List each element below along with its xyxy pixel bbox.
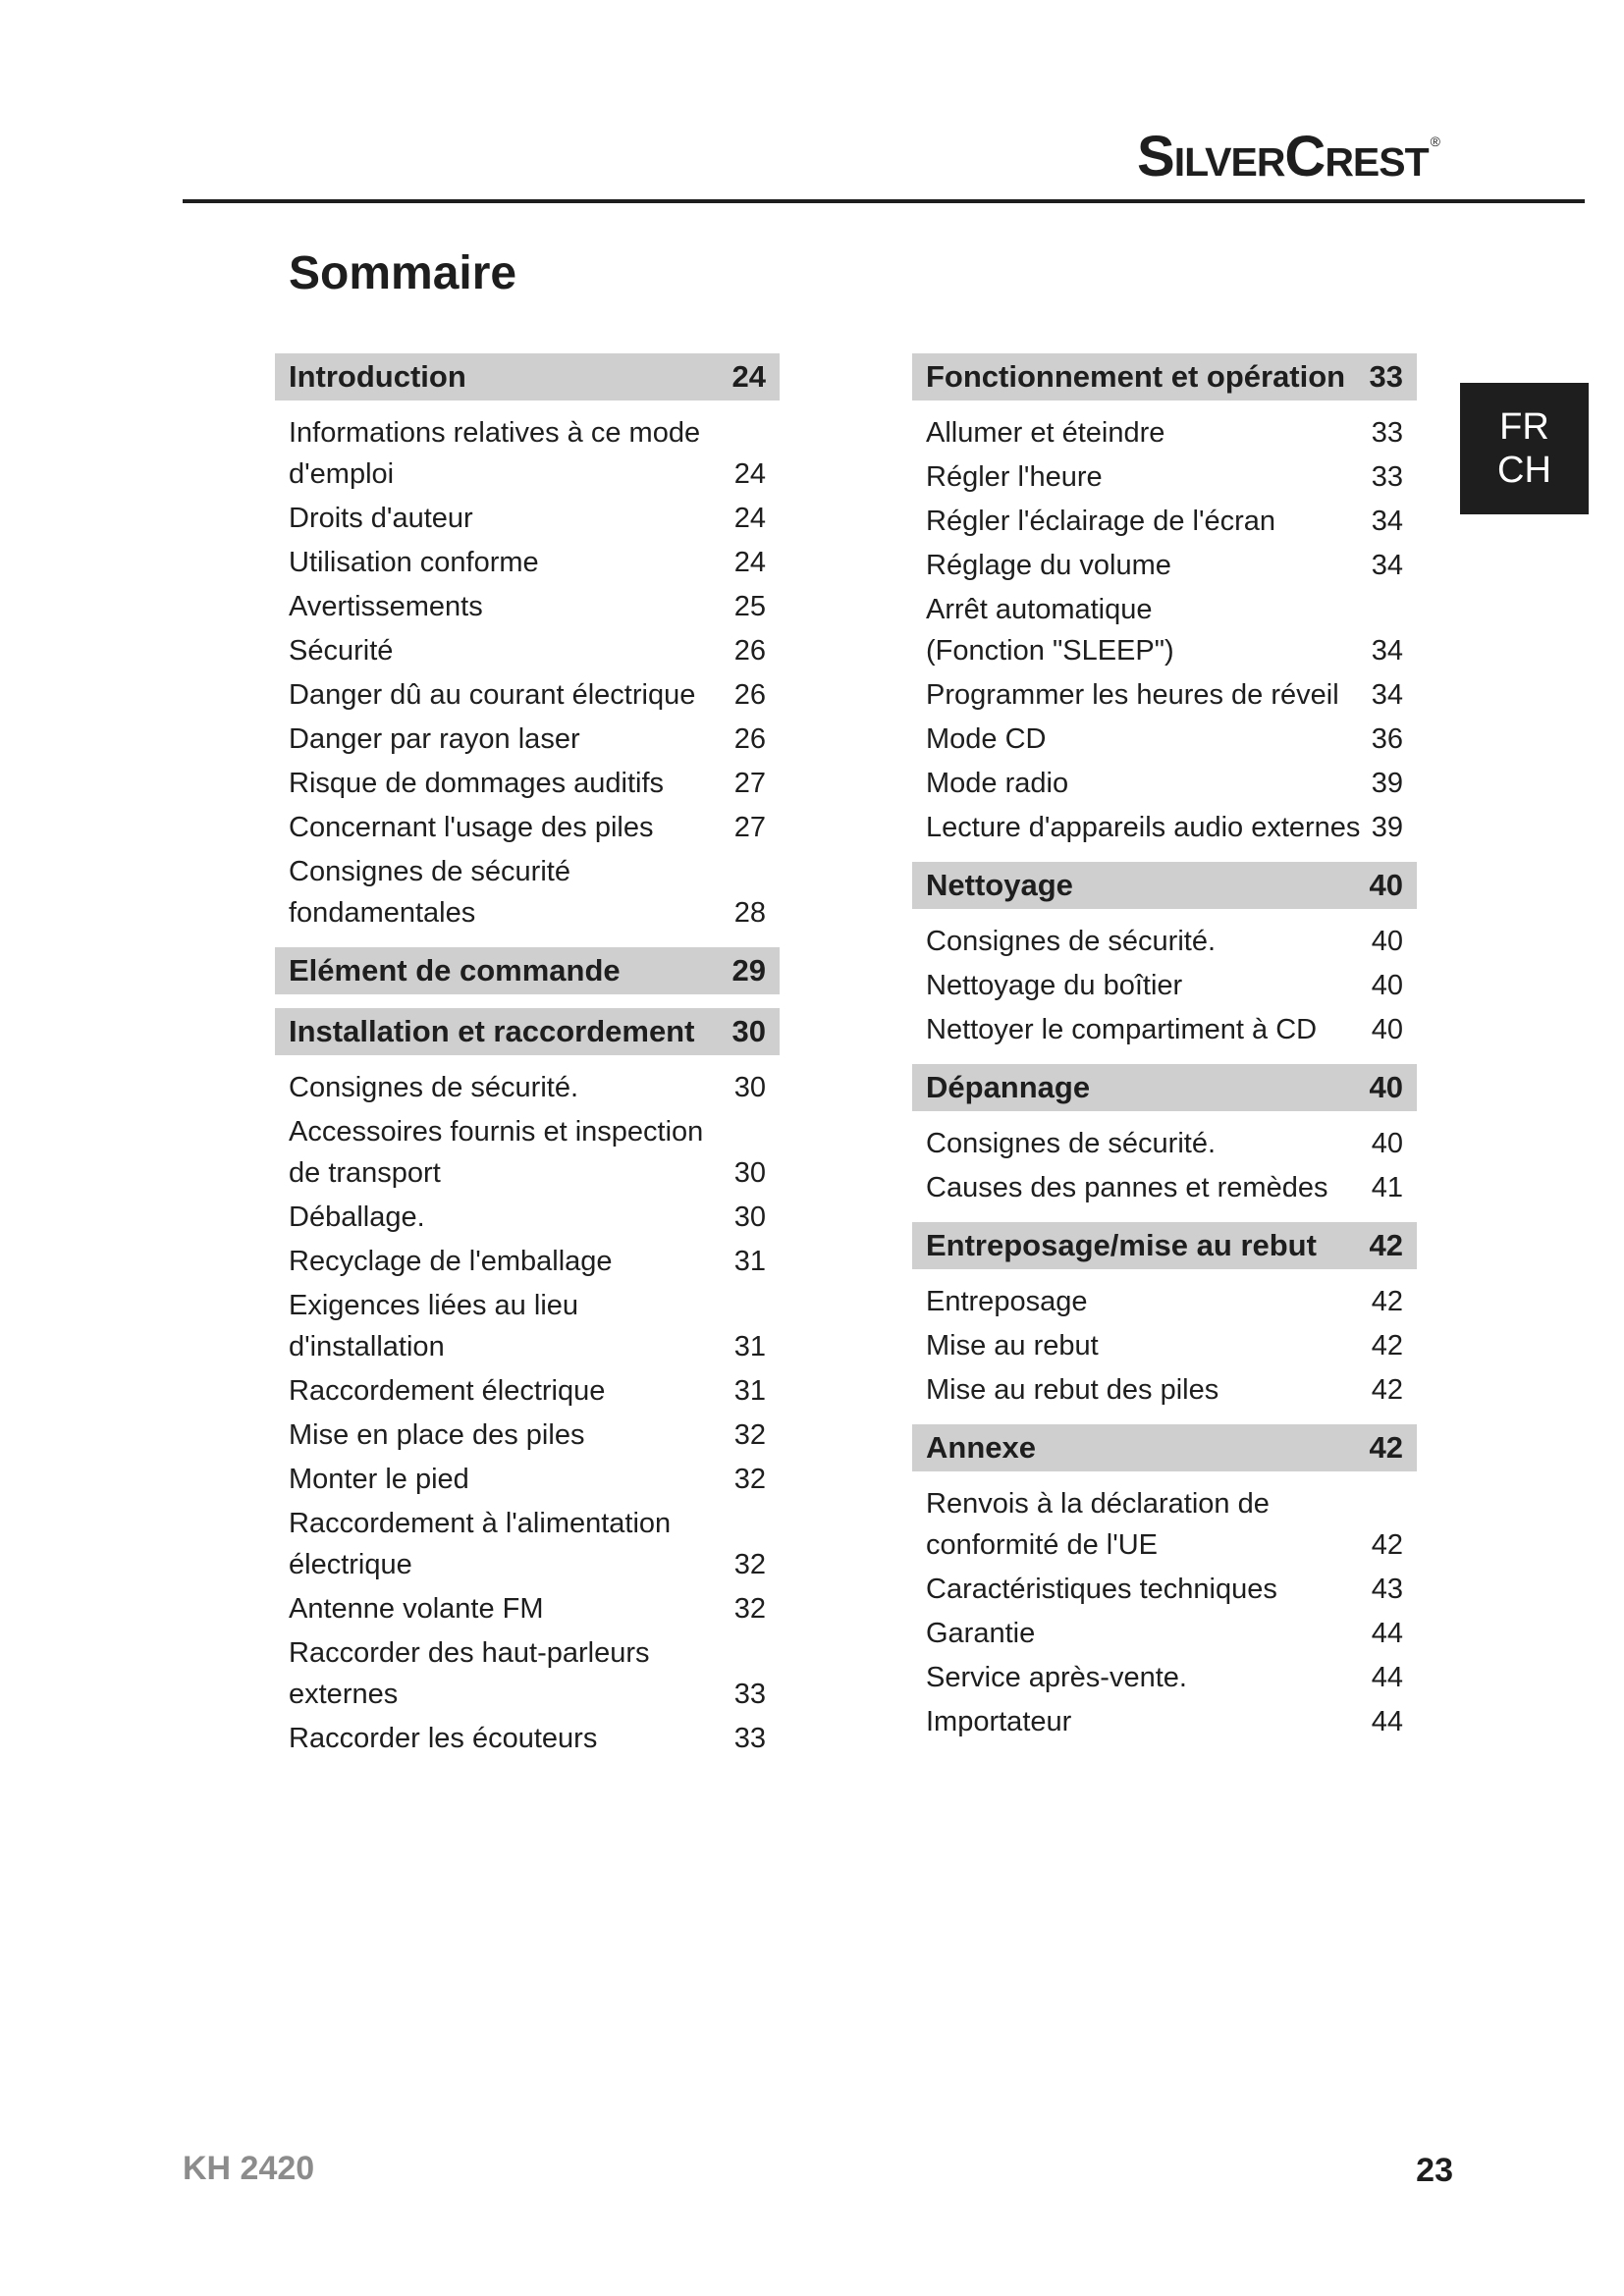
section-heading-page: 40 <box>1369 1070 1403 1104</box>
toc-entry[interactable] <box>275 1370 780 1412</box>
toc-entry-title <box>926 1613 1362 1654</box>
toc-entry-page: 39 <box>1371 812 1403 843</box>
toc-entry-title <box>926 1325 1362 1366</box>
toc-entry-page: 40 <box>1371 970 1403 1001</box>
toc-right-column <box>912 353 1417 1756</box>
toc-entry-title <box>289 1588 725 1629</box>
toc-entry-line: Raccordement à l'alimentation <box>289 1508 672 1539</box>
toc-entry-page: 34 <box>1371 506 1403 537</box>
toc-entry[interactable] <box>275 630 780 671</box>
toc-entry[interactable] <box>275 542 780 583</box>
section-heading-title: Elément de commande <box>289 953 621 988</box>
toc-entry-line: Danger dû au courant électrique <box>289 679 696 711</box>
toc-entry-page: 42 <box>1371 1286 1403 1317</box>
section-heading-page: 24 <box>731 359 766 394</box>
toc-entry-page: 32 <box>733 1419 766 1451</box>
toc-entry-page: 33 <box>1371 417 1403 449</box>
section-heading-title: Annexe <box>926 1430 1036 1465</box>
toc-entry-title <box>926 1569 1362 1610</box>
toc-entry-title <box>289 1241 725 1282</box>
toc-entry-line: Causes des pannes et remèdes <box>926 1172 1328 1203</box>
toc-entry-line: Mise au rebut des piles <box>926 1374 1219 1406</box>
toc-entry-page: 26 <box>733 679 766 711</box>
toc-entry[interactable] <box>912 1281 1417 1322</box>
toc-entry-title <box>289 412 725 495</box>
toc-entry[interactable] <box>275 1285 780 1367</box>
toc-entry[interactable] <box>275 763 780 804</box>
toc-entry[interactable] <box>275 851 780 934</box>
language-badge <box>1460 383 1589 514</box>
toc-entry-page: 26 <box>733 635 766 667</box>
toc-entry-title <box>926 1701 1362 1742</box>
toc-entry[interactable] <box>912 674 1417 716</box>
toc-entry-line: Antenne volante FM <box>289 1593 544 1625</box>
toc-entry-title <box>926 965 1362 1006</box>
toc-entry-page: 39 <box>1371 768 1403 799</box>
toc-entry-page: 33 <box>733 1679 766 1710</box>
toc-entry-title <box>289 1718 725 1759</box>
toc-entry-line: Réglage du volume <box>926 550 1171 581</box>
toc-entry-page: 42 <box>1371 1374 1403 1406</box>
toc-entry-line: d'emploi <box>289 458 395 490</box>
toc-entry-page: 31 <box>733 1331 766 1362</box>
registered-mark: ® <box>1430 133 1439 149</box>
toc-entry[interactable] <box>912 1613 1417 1654</box>
header-rule <box>183 199 1585 203</box>
section-heading[interactable] <box>912 1222 1417 1269</box>
toc-entry-page: 42 <box>1371 1529 1403 1561</box>
toc-entry-line: Monter le pied <box>289 1464 469 1495</box>
toc-entry[interactable] <box>275 1588 780 1629</box>
toc-entry-title <box>926 501 1362 542</box>
toc-entry-line: Consignes de sécurité. <box>926 1128 1216 1159</box>
section-heading-title: Dépannage <box>926 1070 1091 1104</box>
toc-entry-title <box>926 1009 1362 1050</box>
toc-entry-page: 41 <box>1371 1172 1403 1203</box>
toc-entry[interactable] <box>912 1009 1417 1050</box>
toc-entry-title <box>289 498 725 539</box>
toc-entry-title <box>289 1285 725 1367</box>
toc-entry-page: 30 <box>733 1201 766 1233</box>
toc-entry-title <box>926 1369 1362 1411</box>
toc-entry-page: 32 <box>733 1593 766 1625</box>
toc-entry[interactable] <box>275 719 780 760</box>
toc-section <box>912 353 1417 848</box>
toc-entry[interactable] <box>275 1197 780 1238</box>
toc-entry-line: Déballage. <box>289 1201 425 1233</box>
toc-entry-line: Mise en place des piles <box>289 1419 585 1451</box>
toc-entry-line: Arrêt automatique <box>926 594 1153 625</box>
toc-entry[interactable] <box>275 1503 780 1585</box>
toc-entry-title <box>926 1167 1362 1208</box>
toc-entry-line: Caractéristiques techniques <box>926 1574 1277 1605</box>
toc-entry-line: Utilisation conforme <box>289 547 539 578</box>
section-heading[interactable] <box>912 353 1417 400</box>
toc-entry-page: 30 <box>733 1157 766 1189</box>
toc-entry-line: Raccorder des haut-parleurs <box>289 1637 650 1669</box>
toc-entry-page: 27 <box>733 768 766 799</box>
toc-entry-page: 30 <box>733 1072 766 1103</box>
toc-entry-line: Sécurité <box>289 635 394 667</box>
toc-entry-page: 24 <box>733 547 766 578</box>
toc-entry[interactable] <box>912 501 1417 542</box>
toc-entry-page: 42 <box>1371 1330 1403 1362</box>
toc-entry[interactable] <box>275 586 780 627</box>
toc-entry[interactable] <box>275 674 780 716</box>
toc-entry-line: Régler l'heure <box>926 461 1103 493</box>
toc-entry-page: 32 <box>733 1549 766 1580</box>
toc-entry[interactable] <box>912 1701 1417 1742</box>
toc-entry-page: 33 <box>733 1723 766 1754</box>
toc-entry-title <box>289 851 725 934</box>
toc-entry-title <box>289 1370 725 1412</box>
lang-code-ch: CH <box>1497 450 1551 491</box>
toc-entry-line: Programmer les heures de réveil <box>926 679 1339 711</box>
toc-entry[interactable] <box>912 1325 1417 1366</box>
toc-section <box>275 1008 780 1759</box>
section-heading[interactable] <box>275 353 780 400</box>
toc-entry-page: 31 <box>733 1375 766 1407</box>
toc-entry[interactable] <box>275 1067 780 1108</box>
brand-name: SilverCrest <box>1137 125 1429 188</box>
toc-entry-page: 44 <box>1371 1662 1403 1693</box>
toc-entry[interactable] <box>912 589 1417 671</box>
toc-entry-page: 26 <box>733 723 766 755</box>
section-heading[interactable] <box>275 947 780 994</box>
toc-entry-line: Accessoires fournis et inspection <box>289 1116 704 1148</box>
toc-entry[interactable] <box>275 807 780 848</box>
toc-entry-title <box>289 1632 725 1715</box>
toc-entry-title <box>289 1459 725 1500</box>
toc-entry[interactable] <box>275 1111 780 1194</box>
toc-entry[interactable] <box>912 1569 1417 1610</box>
toc-entry-title <box>289 1111 725 1194</box>
toc-section <box>275 947 780 994</box>
toc-entry-title <box>289 763 725 804</box>
section-heading-page: 33 <box>1369 359 1403 394</box>
toc-entry[interactable] <box>912 456 1417 498</box>
toc-entry-title <box>926 589 1362 671</box>
toc-entry-line: Risque de dommages auditifs <box>289 768 665 799</box>
toc-entry-page: 27 <box>733 812 766 843</box>
lang-code-fr: FR <box>1499 406 1549 448</box>
toc-entry-line: Consignes de sécurité <box>289 856 570 887</box>
section-heading-title: Installation et raccordement <box>289 1014 695 1048</box>
toc-section <box>912 1222 1417 1411</box>
toc-entry-line: Allumer et éteindre <box>926 417 1165 449</box>
toc-entry-page: 24 <box>733 503 766 534</box>
toc-entry-page: 43 <box>1371 1574 1403 1605</box>
toc-entry[interactable] <box>912 965 1417 1006</box>
section-heading-title: Nettoyage <box>926 868 1073 902</box>
toc-entry-line: Danger par rayon laser <box>289 723 580 755</box>
toc-entry-line: Consignes de sécurité. <box>926 926 1216 957</box>
toc-entry[interactable] <box>912 1483 1417 1566</box>
section-heading-title: Introduction <box>289 359 466 394</box>
section-heading-page: 40 <box>1369 868 1403 902</box>
toc-entry[interactable] <box>912 719 1417 760</box>
toc-entry-title <box>926 719 1362 760</box>
section-heading[interactable] <box>912 1064 1417 1111</box>
toc-entry-line: Droits d'auteur <box>289 503 473 534</box>
toc-entry-page: 36 <box>1371 723 1403 755</box>
toc-entry-title <box>289 1503 725 1585</box>
toc-entry-line: Informations relatives à ce mode <box>289 417 701 449</box>
toc-entry-line: d'installation <box>289 1331 445 1362</box>
toc-entry-line: Entreposage <box>926 1286 1088 1317</box>
toc-entry-line: Nettoyer le compartiment à CD <box>926 1014 1318 1045</box>
toc-entry-line: électrique <box>289 1549 412 1580</box>
toc-entry[interactable] <box>912 545 1417 586</box>
toc-entry-title <box>926 412 1362 454</box>
toc-entry-line: de transport <box>289 1157 441 1189</box>
toc-entry-page: 40 <box>1371 1014 1403 1045</box>
toc-entry-title <box>289 1197 725 1238</box>
footer-page-number: 23 <box>1416 2152 1453 2189</box>
section-heading[interactable] <box>275 1008 780 1055</box>
toc-entry[interactable] <box>275 1718 780 1759</box>
toc-section <box>275 353 780 934</box>
toc-entry-title <box>926 1123 1362 1164</box>
toc-entry-page: 44 <box>1371 1618 1403 1649</box>
toc-entry-page: 32 <box>733 1464 766 1495</box>
toc-entry[interactable] <box>912 807 1417 848</box>
toc-entry-page: 31 <box>733 1246 766 1277</box>
toc-entry-line: externes <box>289 1679 399 1710</box>
toc-entry[interactable] <box>912 1123 1417 1164</box>
toc-entry-title <box>289 542 725 583</box>
toc-entry-page: 28 <box>733 897 766 929</box>
toc-entry-page: 34 <box>1371 635 1403 667</box>
toc-entry-line: Concernant l'usage des piles <box>289 812 654 843</box>
toc-entry-title <box>289 674 725 716</box>
section-heading[interactable] <box>912 1424 1417 1471</box>
toc-entry[interactable] <box>275 1241 780 1282</box>
toc-entry[interactable] <box>912 1369 1417 1411</box>
toc-entry-line: Mode CD <box>926 723 1047 755</box>
toc-entry[interactable] <box>275 412 780 495</box>
toc-entry-title <box>926 921 1362 962</box>
section-heading-page: 42 <box>1369 1228 1403 1262</box>
toc-entry-title <box>926 1281 1362 1322</box>
toc-entry-title <box>289 630 725 671</box>
toc-entry-page: 34 <box>1371 679 1403 711</box>
toc-left-column <box>275 353 780 1773</box>
toc-entry-title <box>926 545 1362 586</box>
toc-entry[interactable] <box>912 412 1417 454</box>
toc-entry-title <box>926 674 1362 716</box>
toc-entry[interactable] <box>912 921 1417 962</box>
toc-entry-title <box>289 1067 725 1108</box>
section-heading-title: Entreposage/mise au rebut <box>926 1228 1317 1262</box>
toc-entry-line: fondamentales <box>289 897 476 929</box>
toc-entry-page: 40 <box>1371 1128 1403 1159</box>
toc-entry-line: Service après-vente. <box>926 1662 1187 1693</box>
toc-entry-line: Garantie <box>926 1618 1036 1649</box>
section-heading-page: 30 <box>731 1014 766 1048</box>
toc-entry-line: Mode radio <box>926 768 1069 799</box>
toc-entry-page: 34 <box>1371 550 1403 581</box>
section-heading-page: 29 <box>731 953 766 988</box>
toc-entry-title <box>289 807 725 848</box>
toc-entry-line: Raccordement électrique <box>289 1375 606 1407</box>
toc-entry-line: Raccorder les écouteurs <box>289 1723 598 1754</box>
toc-entry-page: 44 <box>1371 1706 1403 1737</box>
section-heading-title: Fonctionnement et opération <box>926 359 1346 394</box>
toc-entry[interactable] <box>275 1415 780 1456</box>
toc-entry[interactable] <box>275 1632 780 1715</box>
toc-entry-title <box>926 1483 1362 1566</box>
toc-entry-line: Régler l'éclairage de l'écran <box>926 506 1276 537</box>
toc-entry-page: 25 <box>733 591 766 622</box>
toc-section <box>912 1424 1417 1742</box>
toc-entry-title <box>926 763 1362 804</box>
toc-section <box>912 862 1417 1050</box>
toc-entry-page: 24 <box>733 458 766 490</box>
toc-entry-line: Mise au rebut <box>926 1330 1099 1362</box>
brand-logo <box>1137 124 1439 189</box>
section-heading[interactable] <box>912 862 1417 909</box>
toc-entry[interactable] <box>912 1167 1417 1208</box>
toc-entry-title <box>926 456 1362 498</box>
toc-entry[interactable] <box>275 498 780 539</box>
toc-section <box>912 1064 1417 1208</box>
toc-entry-line: Importateur <box>926 1706 1072 1737</box>
page-title: Sommaire <box>289 247 517 299</box>
toc-entry-page: 40 <box>1371 926 1403 957</box>
toc-entry-line: Consignes de sécurité. <box>289 1072 578 1103</box>
toc-entry[interactable] <box>912 1657 1417 1698</box>
toc-entry-line: Recyclage de l'emballage <box>289 1246 613 1277</box>
toc-entry-line: Avertissements <box>289 591 483 622</box>
toc-entry-line: conformité de l'UE <box>926 1529 1159 1561</box>
toc-entry-line: Nettoyage du boîtier <box>926 970 1183 1001</box>
toc-entry-title <box>289 1415 725 1456</box>
toc-entry-line: Exigences liées au lieu <box>289 1290 579 1321</box>
toc-entry-title <box>926 807 1362 848</box>
toc-entry-line: (Fonction "SLEEP") <box>926 635 1174 667</box>
toc-entry[interactable] <box>275 1459 780 1500</box>
toc-entry-line: Lecture d'appareils audio externes <box>926 812 1361 843</box>
footer-model: KH 2420 <box>183 2150 315 2187</box>
toc-entry-title <box>289 586 725 627</box>
toc-entry-page: 33 <box>1371 461 1403 493</box>
toc-entry-title <box>289 719 725 760</box>
section-heading-page: 42 <box>1369 1430 1403 1465</box>
toc-entry[interactable] <box>912 763 1417 804</box>
toc-entry-line: Renvois à la déclaration de <box>926 1488 1270 1520</box>
toc-entry-title <box>926 1657 1362 1698</box>
